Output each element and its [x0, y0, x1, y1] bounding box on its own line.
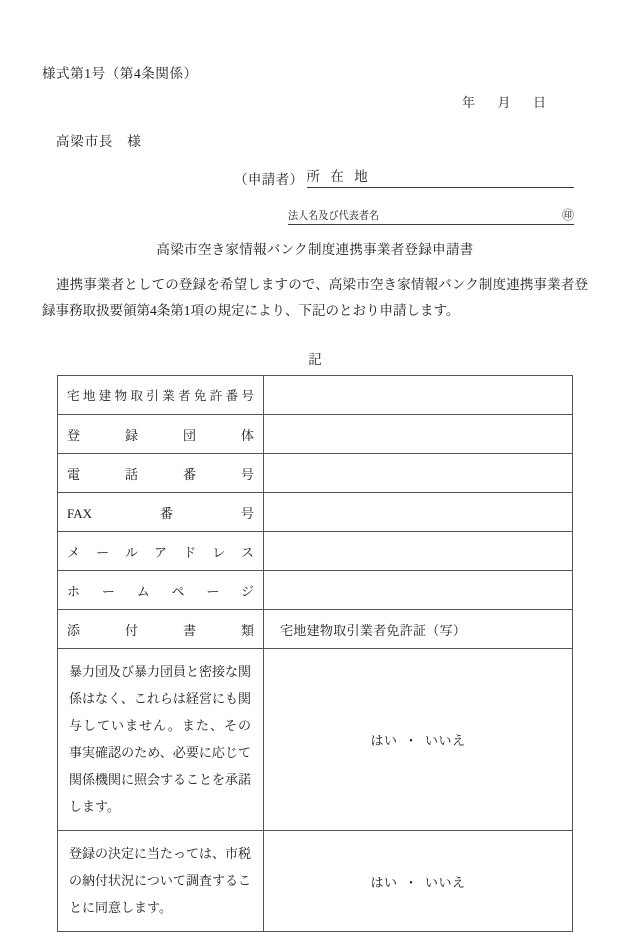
form-number: 様式第1号（第4条関係） — [42, 66, 198, 81]
application-table-body — [58, 376, 573, 932]
table-row — [58, 493, 573, 532]
choice-no[interactable]: いいえ — [425, 733, 466, 748]
choice-yes[interactable]: はい — [370, 733, 398, 748]
table-row — [58, 454, 573, 493]
label-text: 添付書類 — [67, 622, 254, 638]
date-month-label: 月 — [497, 95, 512, 110]
row-label-attached-documents — [58, 610, 264, 649]
addressee — [56, 130, 142, 150]
addressee-name: 高梁市長 — [56, 134, 114, 149]
company-name-row[interactable] — [288, 206, 574, 225]
table-row — [58, 610, 573, 649]
declaration-text-antisocial: 暴力団及び暴力団員と密接な関係はなく、これらは経営にも関与していません。また、その事実確認のため、必要に応じて関係機関に照会することを承諾します。 — [58, 649, 264, 831]
applicant-address-row — [234, 165, 574, 188]
choice-yes[interactable]: はい — [370, 874, 398, 890]
choice-no[interactable]: いいえ — [425, 874, 466, 890]
label-text: ホームページ — [67, 583, 254, 599]
row-label-homepage — [58, 571, 264, 610]
seal-icon: ㊞ — [561, 208, 574, 222]
row-value-fax-number[interactable] — [264, 493, 573, 532]
page-title: 高梁市空き家情報バンク制度連携事業者登録申請書 — [156, 242, 474, 257]
table-row — [58, 415, 573, 454]
applicant-address-field[interactable]: 所 在 地 — [307, 165, 575, 188]
ki-marker: 記 — [308, 352, 322, 367]
choice-separator: ・ — [404, 733, 418, 748]
row-label-registered-group — [58, 415, 264, 454]
label-text: メールアドレス — [67, 544, 254, 560]
table-row — [58, 376, 573, 415]
row-label-fax-number — [58, 493, 264, 532]
label-text: 電話番号 — [67, 466, 254, 482]
company-name-label: 法人名及び代表者名 — [288, 210, 380, 222]
addressee-honorific: 様 — [127, 134, 142, 149]
row-value-registered-group[interactable] — [264, 415, 573, 454]
table-row — [58, 571, 573, 610]
declaration-choice-antisocial[interactable] — [264, 649, 573, 831]
table-row — [58, 649, 573, 831]
label-text: 登録団体 — [67, 427, 254, 443]
row-label-phone-number — [58, 454, 264, 493]
application-table — [57, 375, 573, 932]
body-paragraph: 連携事業者としての登録を希望しますので、高梁市空き家情報バンク制度連携事業者登録事務取扱要領第4条第1項の規定により、下記のとおり申請します。 — [42, 277, 588, 318]
date-day-label: 日 — [533, 95, 547, 110]
table-row — [58, 831, 573, 932]
row-value-license-number[interactable] — [264, 376, 573, 415]
row-label-license-number — [58, 376, 264, 415]
table-row — [58, 532, 573, 571]
row-label-email-address — [58, 532, 264, 571]
label-text: 宅地建物取引業者免許番号 — [67, 389, 254, 403]
choice-separator: ・ — [404, 874, 418, 890]
date-year-label: 年 — [462, 95, 476, 110]
declaration-text-tax-inquiry: 登録の決定に当たっては、市税の納付状況について調査することに同意します。 — [58, 831, 264, 932]
row-value-email-address[interactable] — [264, 532, 573, 571]
row-value-attached-documents: 宅地建物取引業者免許証（写） — [264, 610, 573, 649]
row-value-homepage[interactable] — [264, 571, 573, 610]
row-value-phone-number[interactable] — [264, 454, 573, 493]
label-text: FAX番号 — [67, 505, 254, 521]
applicant-tag: （申請者） — [234, 172, 304, 187]
declaration-choice-tax-inquiry[interactable] — [264, 831, 573, 932]
date-line — [462, 92, 547, 111]
